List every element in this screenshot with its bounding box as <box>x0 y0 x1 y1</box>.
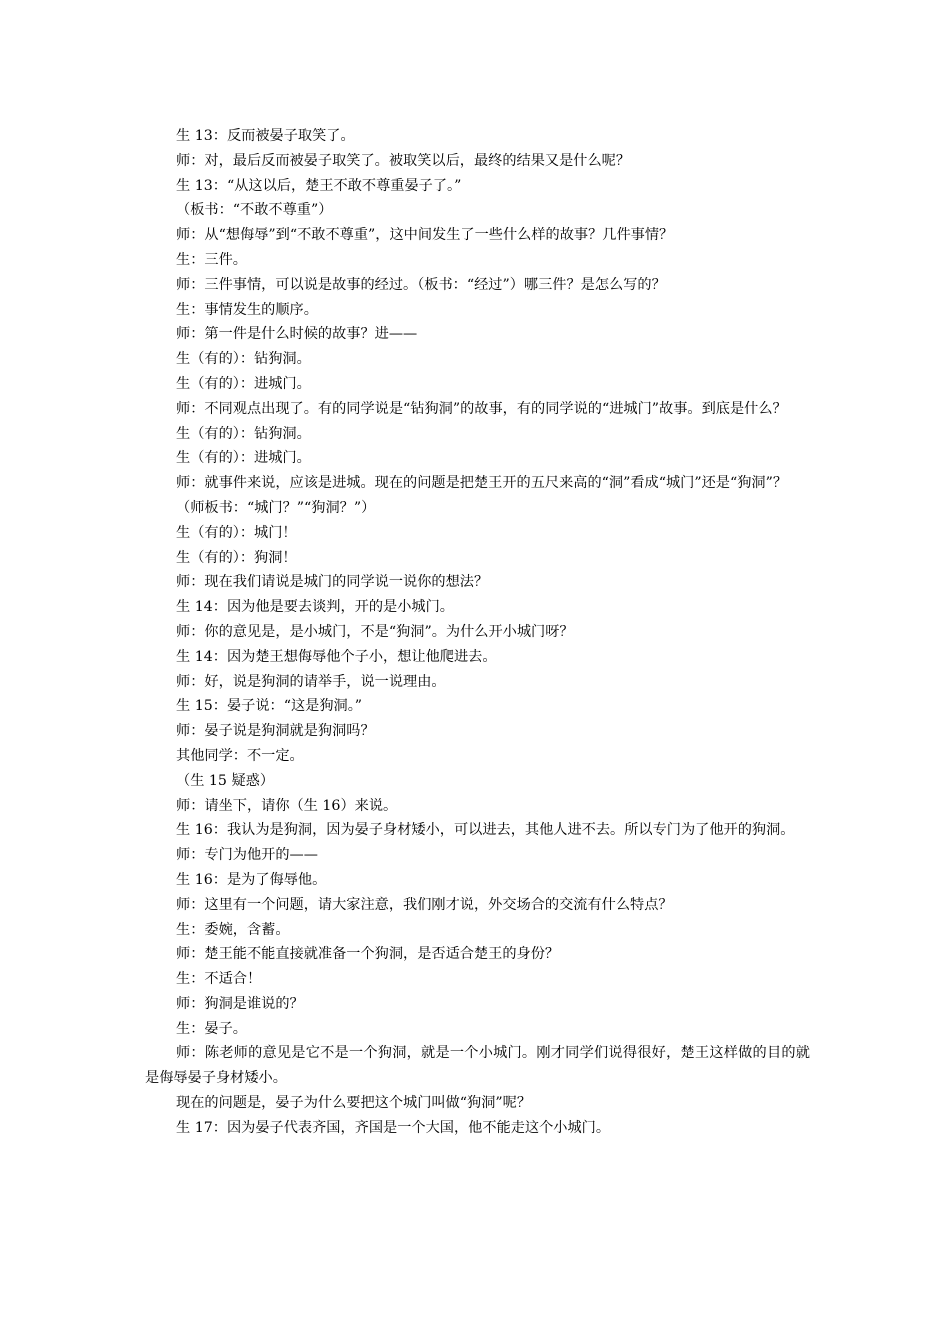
paragraph: 师：狗洞是谁说的？ <box>176 995 304 1012</box>
paragraph: 生 15：晏子说：“这是狗洞。” <box>176 698 363 715</box>
paragraph: 师：就事件来说，应该是进城。现在的问题是把楚王开的五尺来高的“洞”看成“城门”还是“狗洞”？ <box>176 475 788 492</box>
paragraph: 生：事情发生的顺序。 <box>176 301 318 318</box>
paragraph: 生（有的）：钻狗洞。 <box>176 351 311 368</box>
paragraph: 师：陈老师的意见是它不是一个狗洞，就是一个小城门。刚才同学们说得很好，楚王这样做的目的就是侮辱晏子身材矮小。 <box>145 1045 810 1087</box>
paragraph: 生 17：因为晏子代表齐国，齐国是一个大国，他不能走这个小城门。 <box>176 1119 611 1136</box>
paragraph: 生（有的）：城门！ <box>176 524 297 541</box>
paragraph: 师：晏子说是狗洞就是狗洞吗？ <box>176 723 375 740</box>
paragraph: 师：对，最后反而被晏子取笑了。被取笑以后，最终的结果又是什么呢？ <box>176 152 631 169</box>
paragraph: 其他同学：不一定。 <box>176 747 304 764</box>
paragraph: 师：你的意见是，是小城门，不是“狗洞”。为什么开小城门呀？ <box>176 623 574 640</box>
paragraph: 生：晏子。 <box>176 1020 247 1037</box>
paragraph: 生 14：因为楚王想侮辱他个子小，想让他爬进去。 <box>176 648 497 665</box>
paragraph: 生 13：“从这以后，楚王不敢不尊重晏子了。” <box>176 177 462 194</box>
paragraph: 师：好，说是狗洞的请举手，说一说理由。 <box>176 673 446 690</box>
paragraph: （师板书：“城门？”“狗洞？”） <box>176 499 376 516</box>
paragraph: 生（有的）：进城门。 <box>176 450 311 467</box>
paragraph: 生 13：反而被晏子取笑了。 <box>176 128 355 144</box>
paragraph: 生：委婉，含蓄。 <box>176 921 290 938</box>
paragraph: 生 14：因为他是要去谈判，开的是小城门。 <box>176 599 454 616</box>
paragraph: 师：三件事情，可以说是故事的经过。（板书：“经过”）哪三件？是怎么写的？ <box>176 276 666 293</box>
paragraph: 师：专门为他开的—— <box>176 847 318 864</box>
paragraph: 生：不适合！ <box>176 971 262 988</box>
paragraph: 师：从“想侮辱”到“不敢不尊重”，这中间发生了一些什么样的故事？几件事情？ <box>176 227 674 244</box>
paragraph: 生：三件。 <box>176 251 247 268</box>
paragraph: 生（有的）：进城门。 <box>176 375 311 392</box>
paragraph: 生 16：我认为是狗洞，因为晏子身材矮小，可以进去，其他人进不去。所以专门为了他开的狗洞。 <box>176 822 795 839</box>
paragraph: 生 16：是为了侮辱他。 <box>176 871 327 888</box>
paragraph: 师：现在我们请说是城门的同学说一说你的想法？ <box>176 574 489 591</box>
document-body <box>145 124 810 1141</box>
paragraph: 师：第一件是什么时候的故事？进—— <box>176 326 418 343</box>
paragraph: 生（有的）：钻狗洞。 <box>176 425 311 442</box>
paragraph: 生（有的）：狗洞！ <box>176 549 297 566</box>
paragraph: 师：这里有一个问题，请大家注意，我们刚才说，外交场合的交流有什么特点？ <box>176 896 673 913</box>
paragraph: （生 15 疑惑） <box>176 772 275 789</box>
paragraph: 师：不同观点出现了。有的同学说是“钻狗洞”的故事，有的同学说的“进城门”故事。到底是什么？ <box>176 400 787 417</box>
paragraph: （板书：“不敢不尊重”） <box>176 202 333 219</box>
paragraph: 师：请坐下，请你（生 16）来说。 <box>176 797 398 814</box>
paragraph: 现在的问题是，晏子为什么要把这个城门叫做“狗洞”呢？ <box>176 1095 532 1112</box>
paragraph: 师：楚王能不能直接就准备一个狗洞，是否适合楚王的身份？ <box>176 946 560 963</box>
